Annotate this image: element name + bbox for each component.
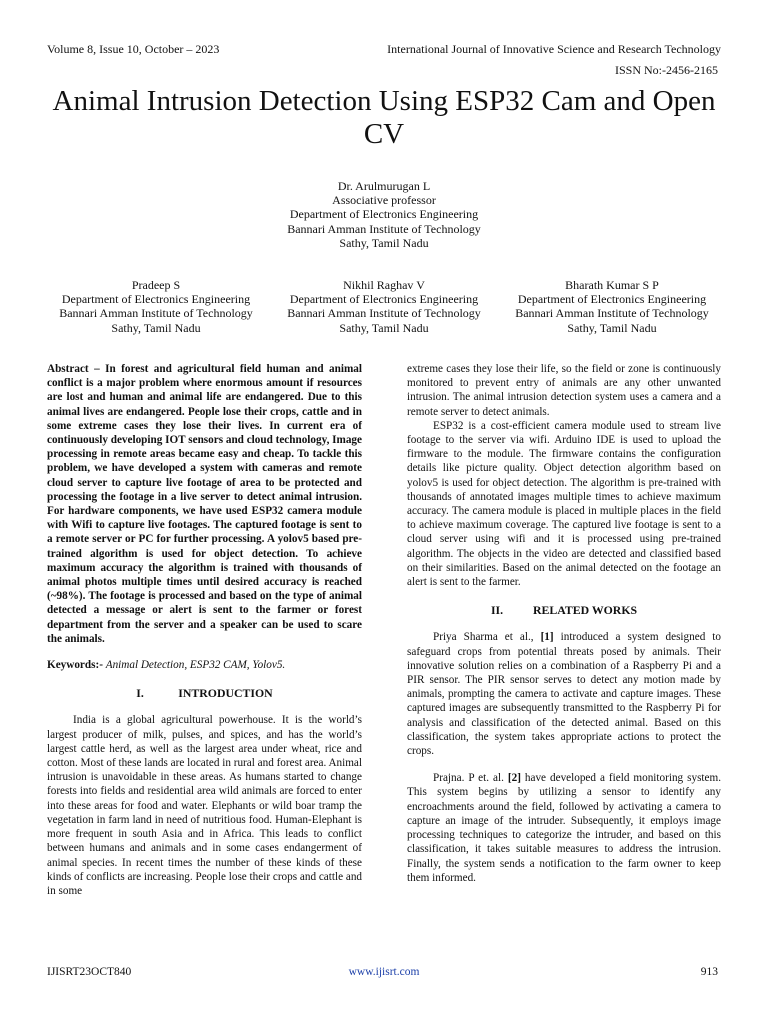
citation-1: [1] (540, 631, 554, 644)
author-name: Pradeep S (131, 278, 181, 292)
journal-name: International Journal of Innovative Science and Research Technology (387, 42, 721, 56)
section-title: RELATED WORKS (532, 603, 638, 618)
section-heading-introduction (47, 686, 362, 700)
author-3 (502, 278, 722, 335)
author-loc: Sathy, Tamil Nadu (567, 320, 657, 335)
section-number: I. (136, 686, 144, 701)
issn: ISSN No:-2456-2165 (614, 63, 718, 77)
author-inst: Bannari Amman Institute of Technology (59, 306, 253, 321)
right-column (407, 362, 721, 885)
volume-info: Volume 8, Issue 10, October – 2023 (47, 42, 220, 56)
keywords (47, 658, 362, 672)
author-dept: Department of Electronics Engineering (517, 292, 707, 307)
abstract: Abstract – In forest and agricultural field human and animal conflict is a major problem where enormous amount if resources are lost and human and animal life are endangered. Due to this animal lives are endangered. People lose their crops, cattle and in some extreme cases they lose their lives. In current era of continuously developing IOT sensors and cloud technology, Image processing in remote areas became easy and cheap. To tackle this problem, we have developed a system with cameras and remote cloud server to capture live footage of area to be protected and processing the footage in a live server to detect animal intrusion. For hardware components, we have used ESP32 camera module with Wifi to capture live footages. The captured footage is sent to a remote server or PC for further processing. A yolov5 based pre-trained algorithm is used for object detection. To achieve maximum accuracy the algorithm is trained with thousands of animal photos multiple times until desired accuracy is reached (~98%). The footage is processed and based on the type of animal detected a message or alert is sent to the farmer or forest department from the server and a speaker can be used to scare the animals. (47, 363, 362, 645)
paper-id: IJISRT23OCT840 (47, 966, 132, 978)
section-title: INTRODUCTION (178, 686, 273, 701)
author-dept: Department of Electronics Engineering (289, 292, 479, 307)
citation-2: [2] (507, 772, 521, 785)
intro-paragraph-1-continued: extreme cases they lose their life, so the field or zone is continuously monitored to prevent entry of animals are any other unwanted intrusion. The animal intrusion detection system uses a camera and a remote server to detect animals. (407, 363, 721, 418)
author-name: Dr. Arulmurugan L (337, 179, 431, 193)
intro-paragraph-2: ESP32 is a cost-efficient camera module used to stream live footage to the server via wifi. Arduino IDE is used to upload the firmware to the module. The firmware contains the configuration details like picture quality. Object detection algorithm based on yolov5 is used for object detection. The algorithm is pre-trained with thousands of annotated images multiple times to achieve maximum accuracy. The camera module is placed in multiple places in the field to achieve maximum coverage. The captured live footage is sent to a cloud server using wifi and it is processed using pre-trained algorithm. The objects in the video are detected and classified based on their similarities. Based on the animal detected on the footage an alert is sent to the farmer. (407, 419, 721, 589)
journal-url (0, 966, 768, 978)
author-loc: Sathy, Tamil Nadu (339, 320, 429, 335)
author-inst: Bannari Amman Institute of Technology (515, 306, 709, 321)
author-name: Nikhil Raghav V (343, 278, 425, 292)
left-column (47, 362, 362, 898)
intro-paragraph-1: India is a global agricultural powerhouse. It is the world’s largest producer of milk, pulses, and spices, and has the world’s largest cattle herd, as well as the largest area under wheat, rice and cotton. Most of these lands are located in rural and forest area. Animal intrusion is unavoidable in these areas. As humans started to change forests into fields and residential area wild animals are forced to enter into these areas for food and water. Elephants or wild boar tramp the vegetation in farm land in need of nutritious food. Human-Elephant is more frequent in south Asia and in Africa. This leads to conflict between humans and animals and in some cases endangerment of animal species. In recent times the number of these kinds of these kinds of conflicts are increasing. People lose their crops and cattle and in some (47, 714, 363, 897)
author-loc: Sathy, Tamil Nadu (339, 235, 429, 250)
author-inst: Bannari Amman Institute of Technology (287, 221, 481, 236)
keywords-text: Animal Detection, ESP32 CAM, Yolov5. (105, 659, 286, 672)
page-number: 913 (700, 966, 718, 978)
related-paragraph-2: Prajna. P et. al. [2] have developed a field monitoring system. This system begins by utilizing a sensor to identify any encroachments around the field, followed by activating a camera to capture an image of the intruder. Subsequently, it employs image processing techniques to categorize the intruder, and based on this classification, it takes suitable measures to address the intrusion. Finally, the system sends a notification to the farm owner to keep them informed. (407, 772, 721, 884)
author-inst: Bannari Amman Institute of Technology (287, 306, 481, 321)
author-loc: Sathy, Tamil Nadu (111, 320, 201, 335)
author-dept: Department of Electronics Engineering (61, 292, 251, 307)
author-2 (274, 278, 494, 335)
section-number: II. (490, 603, 504, 618)
journal-url-link[interactable]: www.ijisrt.com (348, 966, 420, 978)
paper-title: Animal Intrusion Detection Using ESP32 Cam and Open CV (52, 85, 716, 150)
related-paragraph-1: Priya Sharma et al., [1] introduced a system designed to safeguard crops from potential threats posed by animals. Their innovative solution relies on a combination of a Raspberry Pi and a PIR sensor. The PIR sensor serves to detect any motion made by animals, prompting the camera to activate and capture images. These captured images are subsequently transmitted to the Raspberry Pi for analysis and classification of the detected animal. Based on this classification, the system takes appropriate actions to protect the crops. (407, 631, 721, 758)
author-1 (46, 278, 266, 335)
keywords-label: Keywords:- (47, 659, 103, 672)
author-lead (234, 179, 534, 250)
section-heading-related-works (407, 603, 721, 617)
author-dept: Department of Electronics Engineering (289, 207, 479, 222)
author-role: Associative professor (332, 193, 436, 208)
author-name: Bharath Kumar S P (565, 278, 659, 292)
